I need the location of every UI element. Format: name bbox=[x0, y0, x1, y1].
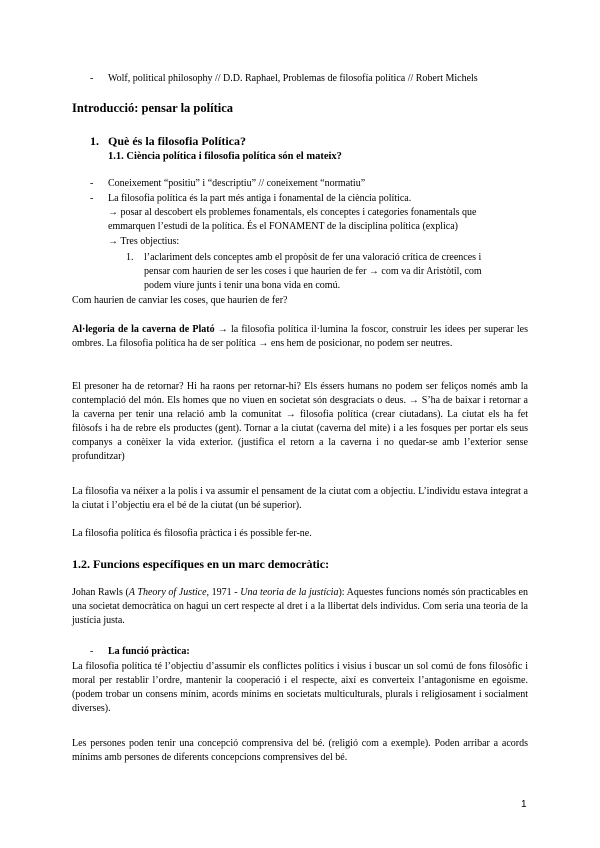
rawls-book-title: A Theory of Justice, bbox=[128, 587, 210, 598]
section-1-number: 1. bbox=[90, 134, 99, 148]
prisoner-paragraph: El presoner ha de retornar? Hi ha raons per retornar-hi? Els éssers humans no podem ser feliços només amb la contemplació del món. Els homes que no viuen en societat són desgraciats o deus. → S’ha de baixar i retornar a la caverna per tenir una relació amb la comunitat → filosofia política (crear ciutadans). La ciutat els ha fet filòsofs i ha de rebre els productes (gent). Tornar a la ciutat (caverna del mite) i a les fosques per portar els seus companys a conèixer la vida exterior. (justifica el retorn a la caverna i no quedar-se amb l’exterior sense profunditzar) bbox=[72, 381, 528, 462]
persones-paragraph: Les persones poden tenir una concepció comprensiva del bé. (religió com a exemple). Poden arribar a acords mínims amb persones de diferents concepcions comprensives del bé. bbox=[72, 738, 528, 763]
polis-paragraph: La filosofia va néixer a la polis i va assumir el pensament de la ciutat com a objectiu. L’individu estava integrat a la ciutat i l’objectiu era el bé de la ciutat (un bé superior). bbox=[72, 486, 528, 511]
arrow-paragraph-line-1: → posar al descobert els problemes fonamentals, els conceptes i categories fonamentals que bbox=[108, 207, 477, 218]
objective-number: 1. bbox=[126, 252, 134, 263]
funcio-practica-title: La funció pràctica: bbox=[108, 646, 190, 657]
rawls-paragraph bbox=[72, 586, 528, 628]
rawls-book-title-catalan: Una teoria de la justícia bbox=[240, 587, 339, 598]
objective-line-3: podem viure junts i tenir una bona vida en comú. bbox=[144, 280, 341, 291]
bullet-dash: - bbox=[90, 178, 94, 189]
rawls-year: 1971 - bbox=[209, 587, 241, 598]
rawls-text: ): Aquestes funcions només són practicables en una societat democràtica on hagui un cert respecte al dret i a la llibertat dels individus. Com seria una teoria de la justícia justa. bbox=[72, 587, 528, 626]
bullet-dash: - bbox=[90, 193, 94, 204]
section-1-1-title: 1.1. Ciència política i filosofia política són el mateix? bbox=[108, 151, 342, 162]
three-objectives-label: → Tres objectius: bbox=[108, 236, 180, 247]
practica-paragraph: La filosofia política és filosofia pràctica i és possible fer-ne. bbox=[72, 528, 312, 539]
intro-heading: Introducció: pensar la política bbox=[72, 101, 234, 115]
allegory-paragraph bbox=[72, 323, 528, 351]
objective-line-2: pensar com haurien de ser les coses i que haurien de fer → com va dir Aristòtil, com bbox=[144, 266, 482, 277]
bullet-filosofia-politica: La filosofia política és la part més antiga i fonamental de la ciència política. bbox=[108, 193, 412, 204]
section-1-title: Què és la filosofia Política? bbox=[108, 134, 246, 148]
question-line: Com haurien de canviar les coses, que haurien de fer? bbox=[72, 295, 288, 306]
bullet-coneixement: Coneixement “positiu” i “descriptiu” // coneixement “normatiu” bbox=[108, 178, 366, 189]
bibliography-line: Wolf, political philosophy // D.D. Raphael, Problemas de filosofía política // Robert Michels bbox=[108, 73, 478, 84]
funcio-paragraph: La filosofia política té l’objectiu d’assumir els conflictes polítics i visius i buscar un sol comú de fons filosòfic i moral per restablir l’ordre, mantenir la cooperació i el respecte, així es converteix l’antagonisme en egoisme. (podem trobar un consens mínim, acords mínims en societats multiculturals, plurals i religiosament i socialment diverses). bbox=[72, 661, 528, 714]
allegory-title: Al·legoria de la caverna de Plató bbox=[72, 324, 215, 335]
section-1-2-title: 1.2. Funcions específiques en un marc democràtic: bbox=[72, 557, 330, 571]
funcio-bullet: - bbox=[90, 646, 94, 657]
allegory-text: → la filosofia política il·lumina la foscor, construir les idees per superar les ombres. La filosofia política ha de ser política → ens hem de posicionar, no podem ser neutres. bbox=[72, 324, 528, 349]
page-number: 1 bbox=[521, 799, 527, 810]
objective-line-1: l’aclariment dels conceptes amb el propòsit de fer una valoració crítica de creences i bbox=[144, 252, 482, 263]
rawls-author: Johan Rawls ( bbox=[72, 587, 129, 598]
bibliography-bullet: - bbox=[90, 73, 94, 84]
arrow-paragraph-line-2: emmarquen l’estudi de la política. És el FONAMENT de la disciplina política (explica) bbox=[108, 221, 458, 232]
